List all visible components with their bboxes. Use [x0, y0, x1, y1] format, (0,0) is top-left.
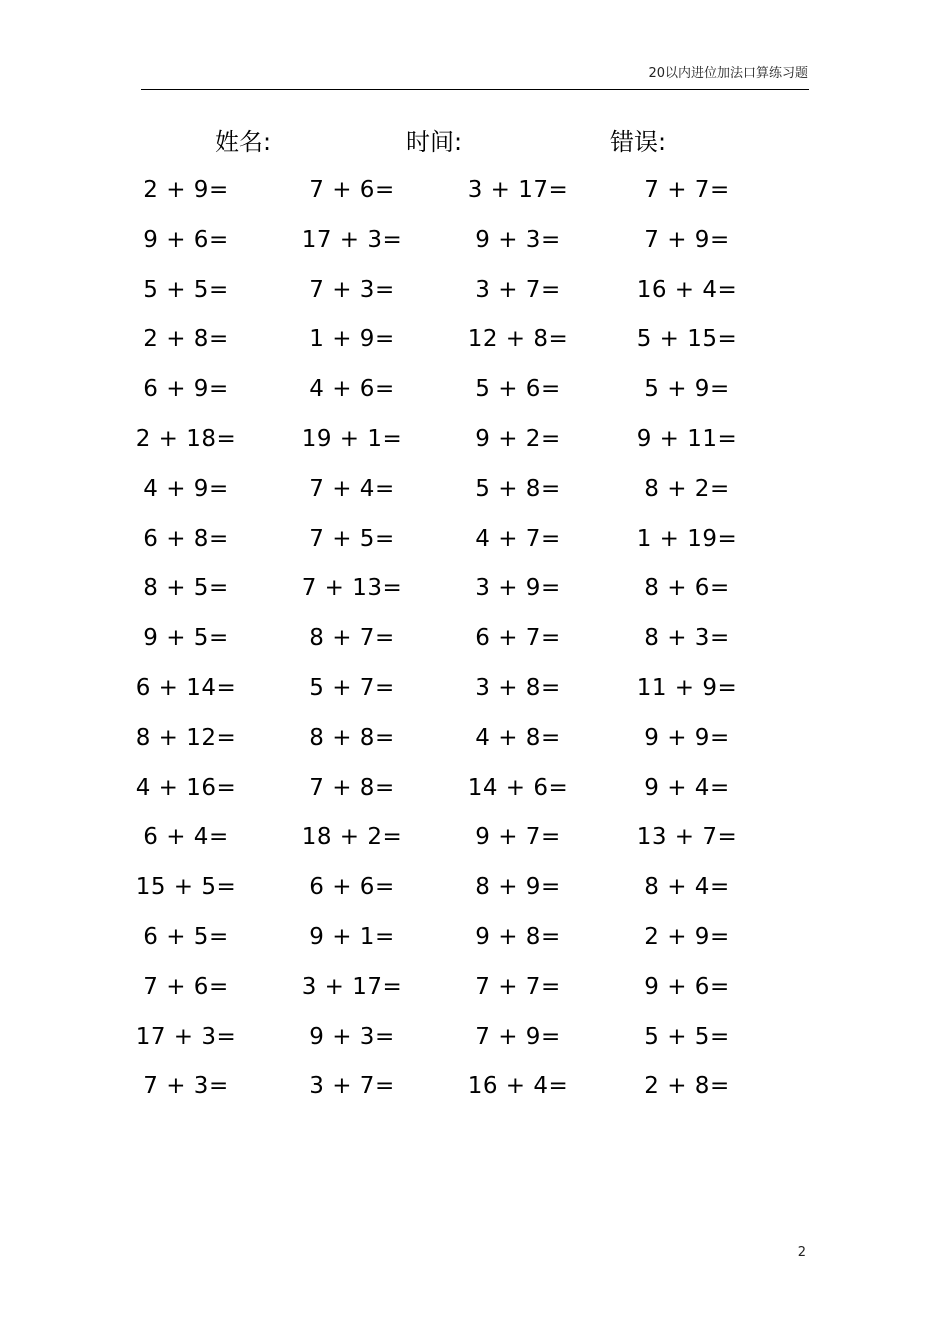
arithmetic-problem: 9 + 3= [475, 226, 561, 253]
arithmetic-problem: 7 + 7= [475, 973, 561, 1000]
arithmetic-problem: 5 + 5= [143, 276, 229, 303]
arithmetic-problem: 2 + 9= [143, 177, 229, 203]
arithmetic-problem: 7 + 4= [309, 475, 395, 502]
arithmetic-problem: 8 + 5= [143, 575, 229, 602]
arithmetic-problem: 1 + 9= [309, 326, 395, 353]
arithmetic-problem: 7 + 3= [143, 1073, 229, 1100]
arithmetic-problem: 3 + 8= [475, 674, 561, 701]
problem-row [0, 863, 950, 913]
errors-label: 错误: [610, 128, 667, 156]
problem-row [0, 714, 950, 764]
arithmetic-problem: 4 + 9= [143, 475, 229, 502]
arithmetic-problem: 14 + 6= [467, 774, 569, 801]
page-number: 2 [797, 1245, 806, 1260]
arithmetic-problem: 17 + 3= [301, 226, 403, 253]
arithmetic-problem: 15 + 5= [135, 874, 237, 901]
arithmetic-problem: 4 + 7= [475, 525, 561, 552]
arithmetic-problem: 9 + 6= [143, 226, 229, 253]
time-label: 时间: [406, 128, 463, 156]
problem-row [0, 515, 950, 565]
arithmetic-problem: 19 + 1= [301, 425, 403, 452]
arithmetic-problem: 18 + 2= [301, 824, 403, 851]
arithmetic-problem: 2 + 8= [143, 326, 229, 353]
arithmetic-problem: 5 + 9= [644, 376, 730, 403]
arithmetic-problem: 7 + 5= [309, 525, 395, 552]
arithmetic-problem: 7 + 3= [309, 276, 395, 303]
arithmetic-problem: 7 + 9= [475, 1023, 561, 1050]
problem-row [0, 764, 950, 814]
arithmetic-problem: 6 + 7= [475, 625, 561, 652]
arithmetic-problem: 9 + 2= [475, 425, 561, 452]
arithmetic-problem: 3 + 7= [475, 276, 561, 303]
arithmetic-problem: 6 + 8= [143, 525, 229, 552]
problem-row [0, 664, 950, 714]
problem-row [0, 266, 950, 316]
arithmetic-problem: 7 + 7= [644, 177, 730, 203]
arithmetic-problem: 8 + 4= [644, 874, 730, 901]
arithmetic-problem: 5 + 6= [475, 376, 561, 403]
arithmetic-problem: 4 + 16= [135, 774, 237, 801]
problem-row [0, 1062, 950, 1112]
arithmetic-problem: 8 + 8= [309, 724, 395, 751]
problem-row [0, 415, 950, 465]
arithmetic-problem: 9 + 4= [644, 774, 730, 801]
arithmetic-problem: 7 + 6= [309, 177, 395, 203]
problem-grid [0, 166, 950, 1112]
arithmetic-problem: 9 + 5= [143, 625, 229, 652]
arithmetic-problem: 9 + 11= [636, 425, 738, 452]
arithmetic-problem: 6 + 4= [143, 824, 229, 851]
arithmetic-problem: 9 + 1= [309, 923, 395, 950]
arithmetic-problem: 7 + 8= [309, 774, 395, 801]
problem-row [0, 564, 950, 614]
arithmetic-problem: 9 + 7= [475, 824, 561, 851]
arithmetic-problem: 6 + 14= [135, 674, 237, 701]
arithmetic-problem: 8 + 3= [644, 625, 730, 652]
arithmetic-problem: 3 + 17= [467, 177, 569, 203]
problem-row [0, 913, 950, 963]
problem-row [0, 813, 950, 863]
arithmetic-problem: 12 + 8= [467, 326, 569, 353]
arithmetic-problem: 5 + 15= [636, 326, 738, 353]
problem-row [0, 614, 950, 664]
problem-row [0, 465, 950, 515]
arithmetic-problem: 13 + 7= [636, 824, 738, 851]
problem-row [0, 963, 950, 1013]
arithmetic-problem: 9 + 9= [644, 724, 730, 751]
arithmetic-problem: 9 + 8= [475, 923, 561, 950]
arithmetic-problem: 8 + 2= [644, 475, 730, 502]
arithmetic-problem: 3 + 7= [309, 1073, 395, 1100]
student-info-row [0, 124, 950, 160]
arithmetic-problem: 9 + 3= [309, 1023, 395, 1050]
arithmetic-problem: 11 + 9= [636, 674, 738, 701]
arithmetic-problem: 16 + 4= [467, 1073, 569, 1100]
arithmetic-problem: 8 + 7= [309, 625, 395, 652]
problem-row [0, 365, 950, 415]
arithmetic-problem: 8 + 9= [475, 874, 561, 901]
arithmetic-problem: 7 + 6= [143, 973, 229, 1000]
arithmetic-problem: 2 + 9= [644, 923, 730, 950]
problem-row [0, 1013, 950, 1063]
arithmetic-problem: 7 + 9= [644, 226, 730, 253]
header-divider [141, 89, 809, 90]
arithmetic-problem: 5 + 7= [309, 674, 395, 701]
page-header-title: 20以内进位加法口算练习题 [648, 66, 808, 81]
arithmetic-problem: 16 + 4= [636, 276, 738, 303]
problem-row [0, 216, 950, 266]
arithmetic-problem: 2 + 18= [135, 425, 237, 452]
arithmetic-problem: 5 + 5= [644, 1023, 730, 1050]
arithmetic-problem: 2 + 8= [644, 1073, 730, 1100]
arithmetic-problem: 6 + 9= [143, 376, 229, 403]
problem-row [0, 315, 950, 365]
arithmetic-problem: 17 + 3= [135, 1023, 237, 1050]
arithmetic-problem: 3 + 17= [301, 973, 403, 1000]
problem-row [0, 166, 950, 216]
arithmetic-problem: 6 + 5= [143, 923, 229, 950]
arithmetic-problem: 4 + 8= [475, 724, 561, 751]
arithmetic-problem: 9 + 6= [644, 973, 730, 1000]
arithmetic-problem: 8 + 6= [644, 575, 730, 602]
arithmetic-problem: 4 + 6= [309, 376, 395, 403]
arithmetic-problem: 8 + 12= [135, 724, 237, 751]
arithmetic-problem: 5 + 8= [475, 475, 561, 502]
arithmetic-problem: 7 + 13= [301, 575, 403, 602]
arithmetic-problem: 6 + 6= [309, 874, 395, 901]
arithmetic-problem: 1 + 19= [636, 525, 738, 552]
arithmetic-problem: 3 + 9= [475, 575, 561, 602]
name-label: 姓名: [215, 128, 272, 156]
